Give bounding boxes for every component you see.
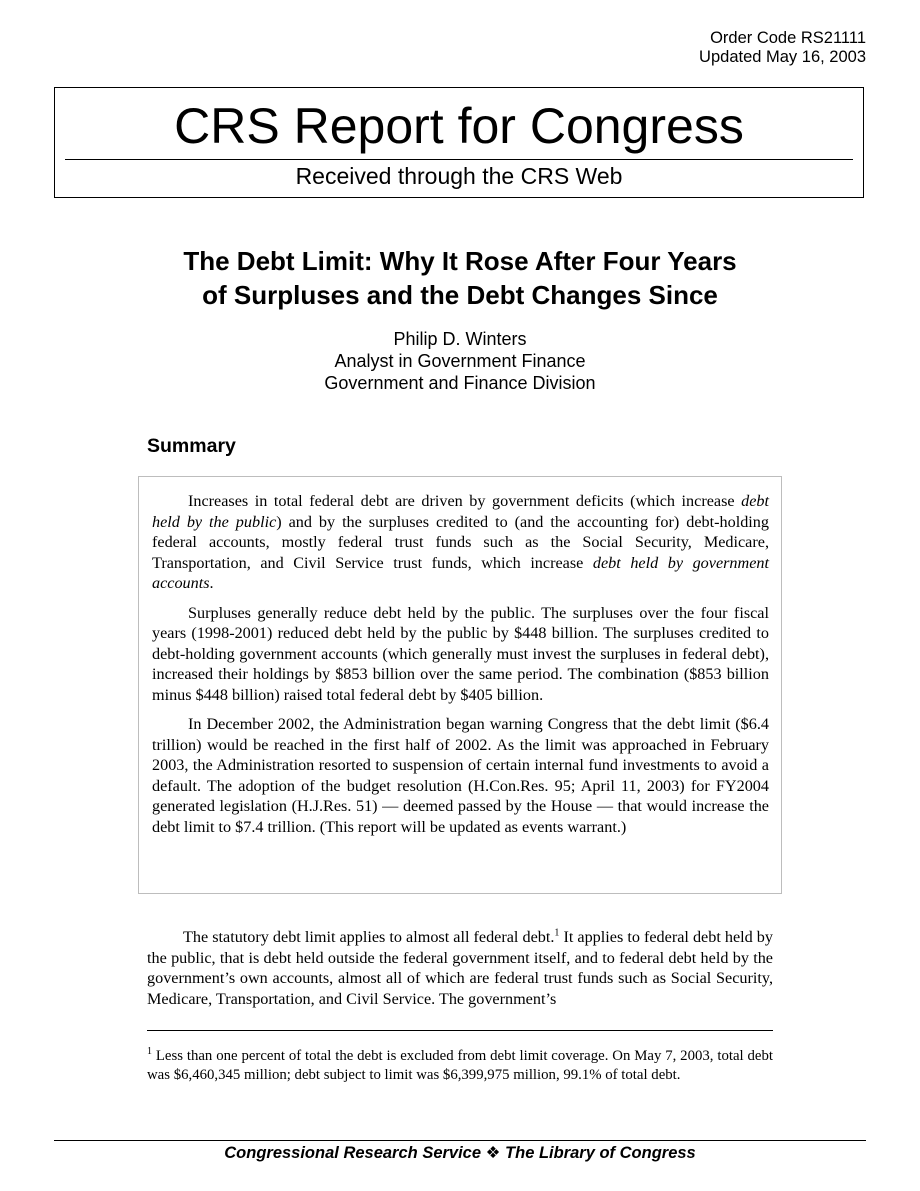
author-name: Philip D. Winters bbox=[393, 329, 527, 349]
banner-divider bbox=[65, 159, 853, 160]
summary-p1-emphasis-2: debt held by government accounts bbox=[152, 553, 769, 592]
report-title bbox=[110, 244, 810, 312]
author-role: Analyst in Government Finance bbox=[334, 351, 586, 371]
banner-subtitle: Received through the CRS Web bbox=[295, 163, 623, 189]
footnote-divider bbox=[147, 1030, 773, 1031]
footnote-1 bbox=[147, 1047, 773, 1085]
summary-p1-emphasis-1: debt held by the public bbox=[152, 492, 769, 531]
summary-heading: Summary bbox=[147, 435, 236, 457]
body-p1-text-b: It applies to federal debt held by the public, that is debt held outside the federal government itself, and to federal debt held by the government’s own accounts, almost all of which are federal trust funds such as Social Security, Medicare, Transportation, and Civil Service. The government’s bbox=[147, 928, 773, 1008]
footnote-reference-1[interactable]: 1 bbox=[554, 927, 560, 939]
summary-p1-text-c: . bbox=[209, 574, 214, 592]
summary-box bbox=[138, 476, 782, 894]
updated-date: Updated May 16, 2003 bbox=[699, 48, 866, 66]
summary-paragraph-1 bbox=[152, 491, 769, 594]
summary-p1-text-a: Increases in total federal debt are driven by government deficits (which increase bbox=[188, 492, 742, 510]
author-block bbox=[110, 328, 810, 394]
body-p1-text-a: The statutory debt limit applies to almost all federal debt. bbox=[183, 928, 555, 946]
report-title-line-2: of Surpluses and the Debt Changes Since bbox=[202, 280, 718, 310]
author-division: Government and Finance Division bbox=[324, 373, 596, 393]
body-text bbox=[147, 927, 773, 1009]
summary-paragraph-2: Surpluses generally reduce debt held by the public. The surpluses over the four fiscal years (1998-2001) reduced debt held by the public by $448 billion. The surpluses credited to debt-holding government accounts (which generally must invest the surpluses in federal debt), increased their holdings by $853 billion over the same period. The combination ($853 billion minus $448 billion) raised total federal debt by $405 billion. bbox=[152, 603, 769, 704]
body-paragraph-1 bbox=[147, 927, 773, 1009]
summary-p1-text-b: ) and by the surpluses credited to (and the accounting for) debt-holding federal accounts, mostly federal trust funds such as the Social Security, Medicare, Transportation, and Civil Service trust funds, which increase bbox=[152, 512, 769, 572]
footnote-block bbox=[147, 1047, 773, 1085]
order-code: Order Code RS21111 bbox=[710, 29, 866, 47]
footer-separator-icon: ❖ bbox=[485, 1144, 501, 1162]
banner-title: CRS Report for Congress bbox=[174, 98, 744, 154]
footer-crs: Congressional Research Service bbox=[224, 1144, 482, 1162]
footnote-marker: 1 bbox=[147, 1046, 152, 1058]
footnote-text: Less than one percent of total the debt is excluded from debt limit coverage. On May 7, 2003, total debt was $6,460,345 million; debt subject to limit was $6,399,975 million, 99.1% of total debt. bbox=[147, 1048, 773, 1083]
page-footer bbox=[54, 1143, 866, 1163]
report-title-line-1: The Debt Limit: Why It Rose After Four Years bbox=[183, 246, 737, 276]
order-code-block bbox=[699, 29, 866, 67]
report-banner bbox=[54, 87, 864, 198]
footer-divider bbox=[54, 1140, 866, 1141]
summary-paragraph-3: In December 2002, the Administration began warning Congress that the debt limit ($6.4 trillion) would be reached in the first half of 2002. As the limit was approached in February 2003, the Administration resorted to suspension of certain internal fund investments to avoid a default. The adoption of the budget resolution (H.Con.Res. 95; April 11, 2003) for FY2004 generated legislation (H.J.Res. 51) — deemed passed by the House — that would increase the debt limit to $7.4 trillion. (This report will be updated as events warrant.) bbox=[152, 715, 769, 836]
footer-library: The Library of Congress bbox=[505, 1144, 696, 1162]
